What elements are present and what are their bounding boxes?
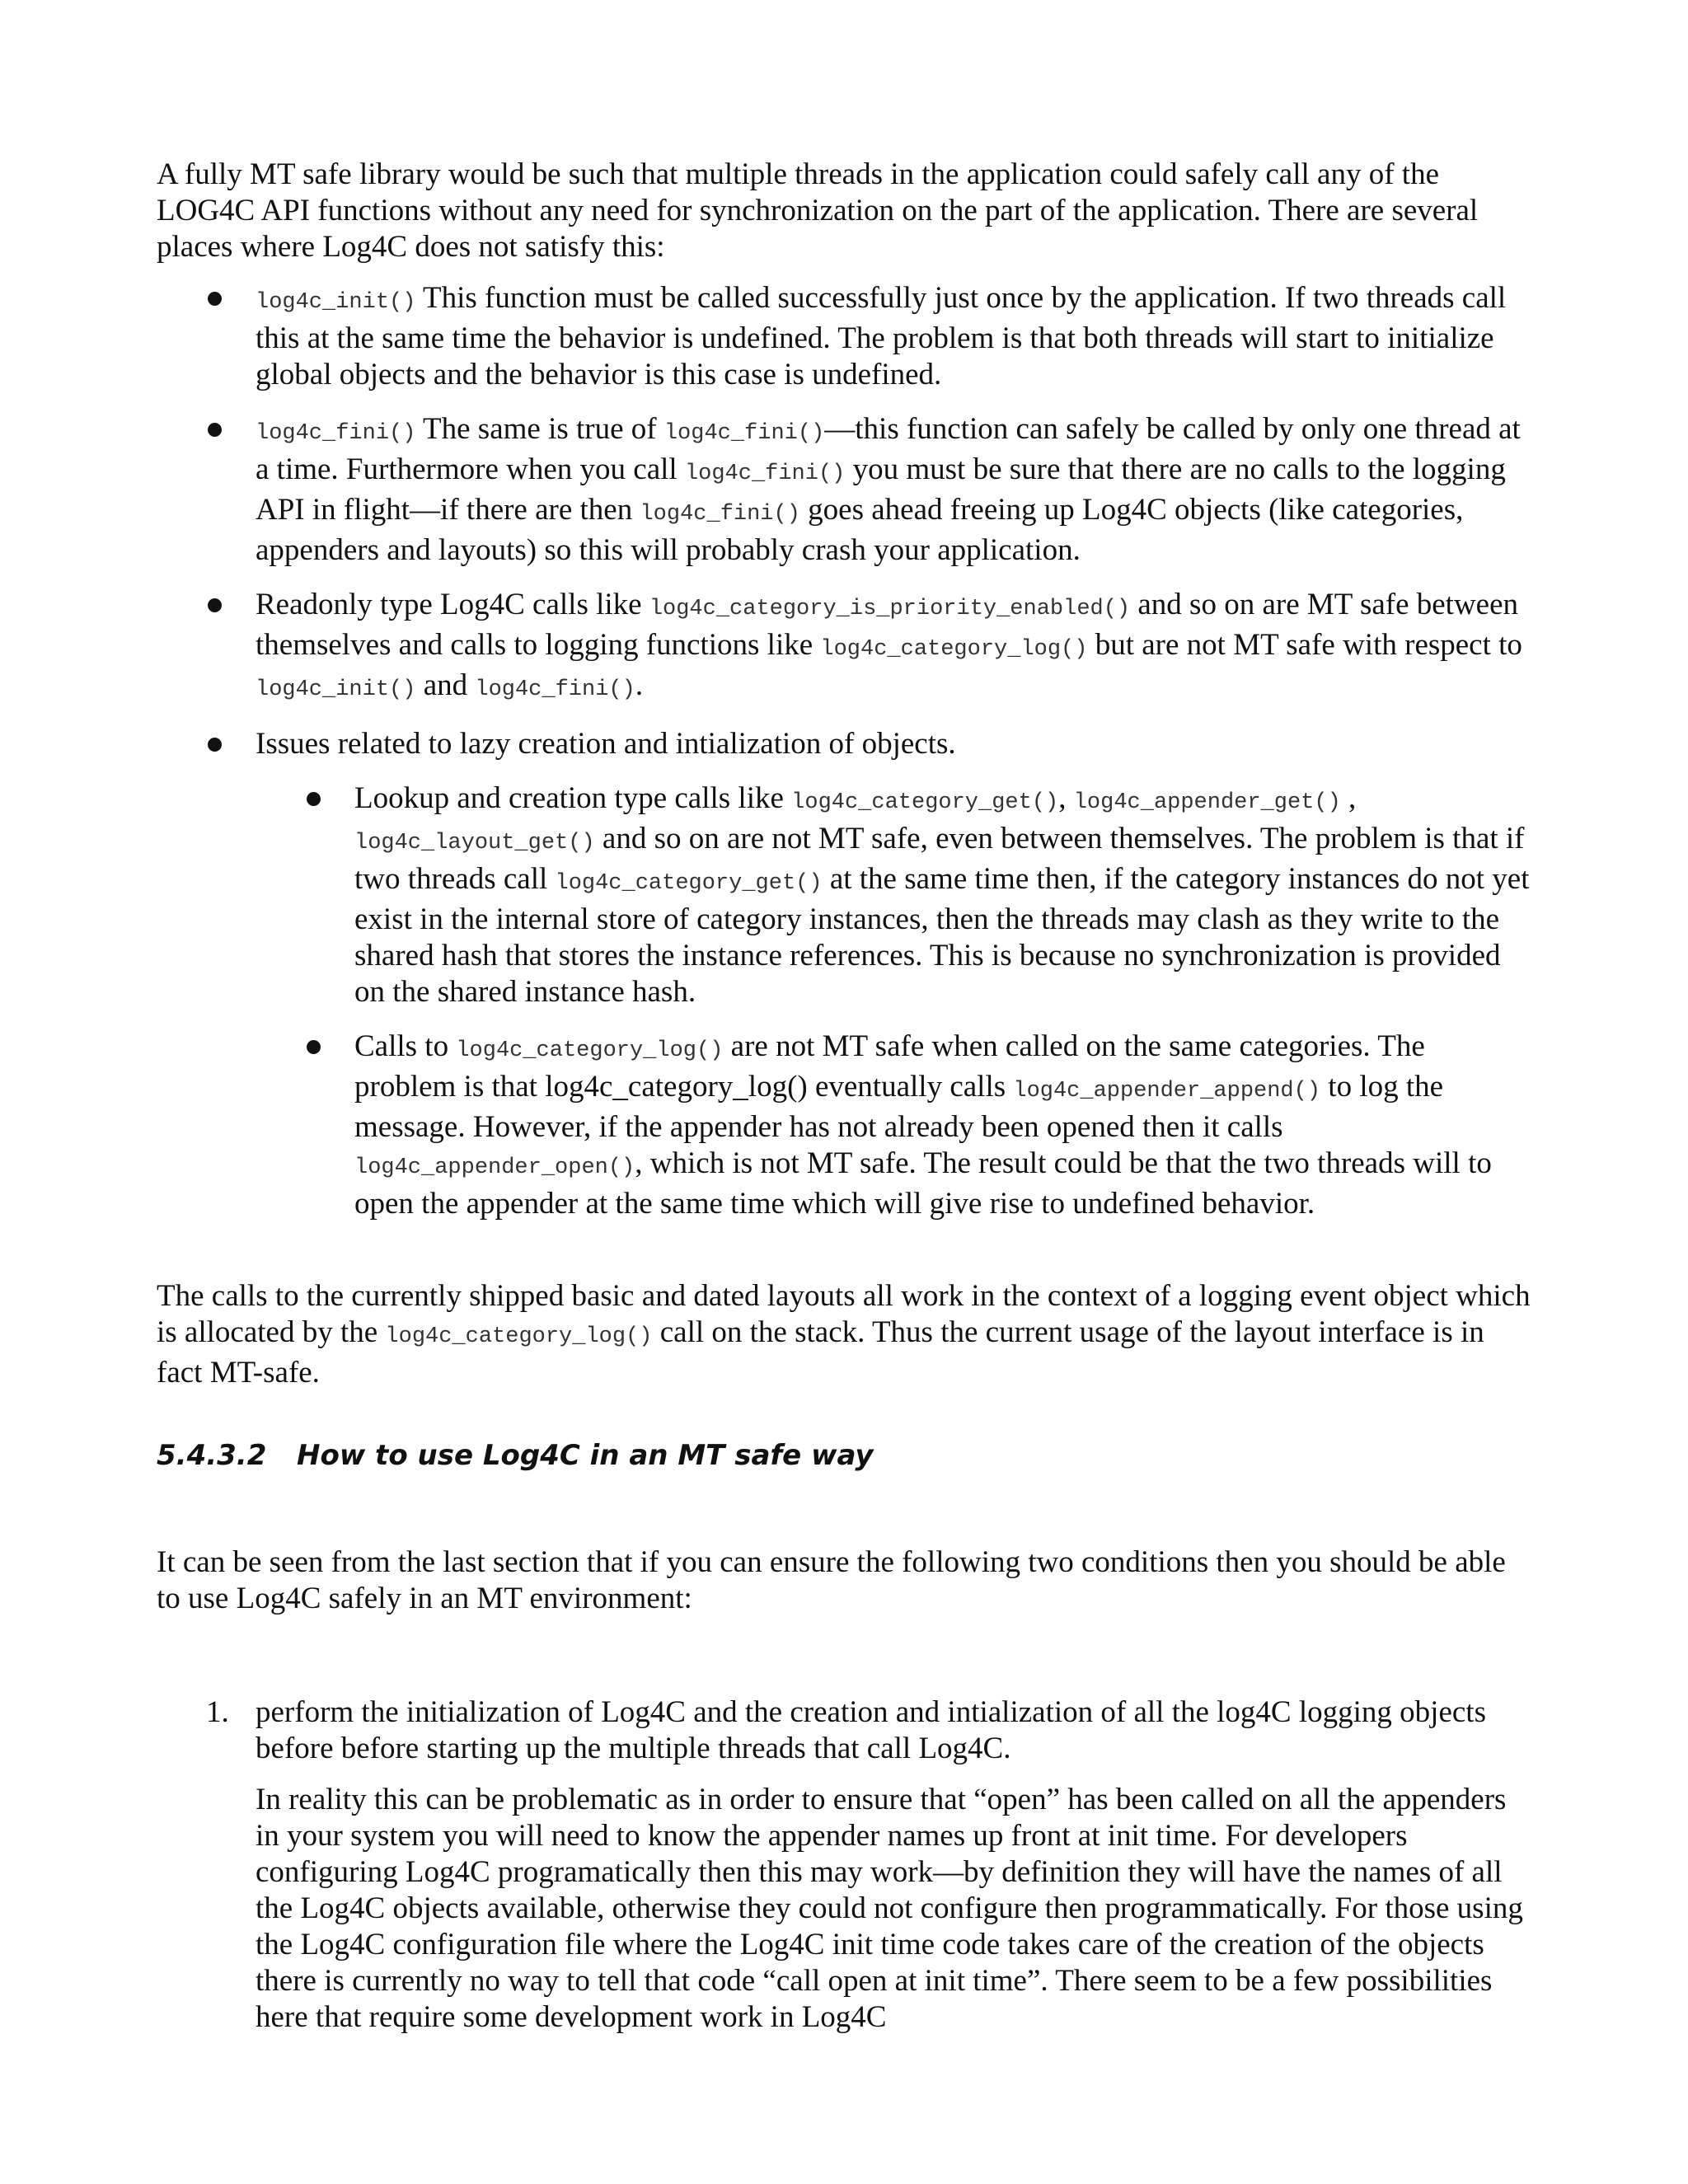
section-number: 5.4.3.2 bbox=[157, 1439, 267, 1472]
list-item-text: you must be sure that there are no calls to the logging API in flight—if there are then bbox=[256, 452, 1506, 527]
list-item-text: , bbox=[1058, 781, 1074, 815]
sublist-item-lookup-calls bbox=[256, 780, 1531, 1010]
numbered-item-text: perform the initialization of Log4C and the creation and intialization of all the log4C logging objects before before starting up the multiple threads that call Log4C. bbox=[256, 1695, 1486, 1765]
paragraph-text: call on the stack. Thus the current usage of the layout interface is in fact MT-safe. bbox=[157, 1315, 1484, 1390]
code-snippet: log4c_appender_open() bbox=[354, 1155, 635, 1180]
code-snippet: log4c_category_log() bbox=[385, 1324, 653, 1349]
code-snippet: log4c_fini() bbox=[475, 677, 635, 702]
list-item-text: Readonly type Log4C calls like bbox=[256, 588, 649, 621]
code-snippet: log4c_fini() bbox=[256, 421, 416, 446]
list-item-text: Issues related to lazy creation and intialization of objects. bbox=[256, 727, 956, 761]
list-item-log4c-fini bbox=[157, 411, 1531, 569]
code-snippet: log4c_init() bbox=[256, 677, 416, 702]
lazy-creation-sublist bbox=[256, 780, 1531, 1222]
list-item-text: This function must be called successfully just once by the application. If two threads call this at the same time the behavior is undefined. The problem is that both threads will start to initialize global objects and the behavior is this case is undefined. bbox=[256, 281, 1507, 391]
list-number: 1. bbox=[206, 1695, 229, 1729]
code-snippet: log4c_fini() bbox=[663, 421, 825, 446]
code-snippet: log4c_appender_append() bbox=[1013, 1079, 1321, 1104]
section-heading bbox=[157, 1437, 1531, 1474]
list-item-text: and so on are not MT safe, even between themselves. The problem is that if two threads call bbox=[354, 822, 1525, 896]
intro-paragraph: A fully MT safe library would be such that multiple threads in the application could safely call any of the LOG4C API functions without any need for synchronization on the part of the application. There are several places where Log4C does not satisfy this: bbox=[157, 157, 1479, 264]
code-snippet: log4c_category_log() bbox=[820, 637, 1088, 662]
list-item-text: goes ahead freeing up Log4C objects (like categories, appenders and layouts) so this will probably crash your application. bbox=[256, 493, 1464, 567]
code-snippet: log4c_init() bbox=[256, 290, 416, 315]
list-item-text: , which is not MT safe. The result could be that the two threads will to open the appender at the same time which will give rise to undefined behavior. bbox=[354, 1146, 1492, 1221]
code-snippet: log4c_fini() bbox=[640, 502, 800, 527]
code-snippet: log4c_appender_get() bbox=[1073, 790, 1341, 815]
numbered-item-continuation: In reality this can be problematic as in order to ensure that “open” has been called on all the appenders in your system you will need to know the appender names up front at init time. For developers configuring Log4C programatically then this may work—by definition they will have the names of all the Log4C objects available, otherwise they could not configure then programmatically. For those using the Log4C configuration file where the Log4C init time code takes care of the creation of the objects there is currently no way to tell that code “call open at init time”. There seem to be a few possibilities here that require some development work in Log4C bbox=[256, 1783, 1523, 2034]
list-item-text: Lookup and creation type calls like bbox=[354, 781, 792, 815]
list-item-text: , bbox=[1340, 781, 1357, 815]
list-item-text: Calls to bbox=[354, 1029, 457, 1063]
list-item-lazy-creation bbox=[157, 726, 1531, 1222]
document-page bbox=[157, 157, 1531, 2036]
list-item-text: at the same time then, if the category instances do not yet exist in the internal store of category instances, then the threads may clash as they write to the shared hash that stores the instance references. This is because no synchronization is provided on the shared instance hash. bbox=[354, 862, 1530, 1009]
list-item-text: —this function can safely be called by only one thread at a time. Furthermore when you call bbox=[256, 412, 1521, 486]
sublist-item-category-log-calls bbox=[256, 1029, 1531, 1222]
list-item-text: . bbox=[635, 668, 644, 702]
list-item-readonly-calls bbox=[157, 587, 1531, 708]
section-title: How to use Log4C in an MT safe way bbox=[297, 1439, 874, 1472]
conditions-intro-paragraph: It can be seen from the last section that if you can ensure the following two conditions then you should be able to use Log4C safely in an MT environment: bbox=[157, 1545, 1506, 1615]
list-item-text: to log the message. However, if the appender has not already been opened then it calls bbox=[354, 1070, 1444, 1144]
code-snippet: log4c_fini() bbox=[684, 462, 846, 486]
code-snippet: log4c_layout_get() bbox=[354, 831, 595, 855]
list-item-log4c-init bbox=[157, 280, 1531, 393]
list-item-text: and bbox=[415, 668, 476, 702]
list-item-text: but are not MT safe with respect to bbox=[1087, 628, 1522, 662]
layouts-paragraph bbox=[157, 1278, 1531, 1391]
mt-safety-issues-list bbox=[157, 280, 1531, 1222]
conditions-list bbox=[157, 1694, 1531, 2036]
numbered-item-1 bbox=[157, 1694, 1531, 2036]
list-item-text: and so on are MT safe between themselves and calls to logging functions like bbox=[256, 588, 1519, 662]
list-item-text: The same is true of bbox=[415, 412, 664, 446]
list-item-text: are not MT safe when called on the same categories. The problem is that log4c_category_log() eventually calls bbox=[354, 1029, 1425, 1104]
code-snippet: log4c_category_log() bbox=[456, 1038, 724, 1063]
code-snippet: log4c_category_get() bbox=[555, 871, 823, 896]
code-snippet: log4c_category_get() bbox=[791, 790, 1059, 815]
code-snippet: log4c_category_is_priority_enabled() bbox=[649, 597, 1131, 621]
paragraph-text: The calls to the currently shipped basic and dated layouts all work in the context of a logging event object which is allocated by the bbox=[157, 1279, 1531, 1349]
